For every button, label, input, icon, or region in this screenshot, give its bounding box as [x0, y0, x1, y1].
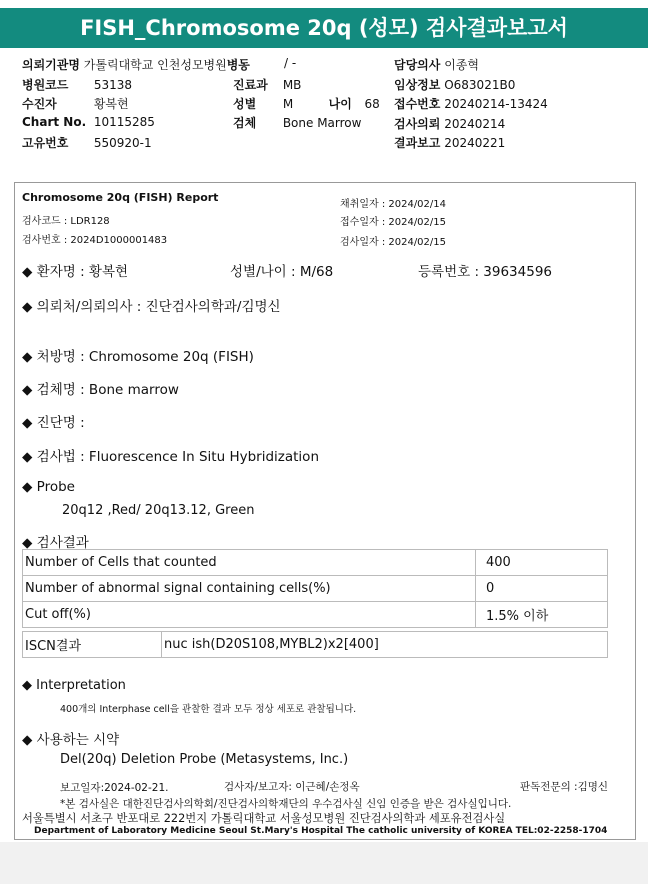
- result-label: Number of Cells that counted: [23, 550, 476, 576]
- result-label: Cut off(%): [23, 602, 476, 628]
- hospital-code-value: 53138: [93, 78, 133, 92]
- receipt-label: 접수번호: [394, 97, 441, 111]
- test-code: 검사코드 : LDR128: [22, 216, 110, 227]
- patient-name: ◆ 환자명 : 황복현: [22, 264, 129, 280]
- dept-value: MB: [282, 78, 302, 92]
- report-date: 보고일자:2024-02-21.: [60, 782, 169, 794]
- specimen-name: ◆ 검체명 : Bone marrow: [22, 382, 179, 398]
- recipient-value: 황복현: [93, 97, 129, 111]
- chart-label: Chart No.: [22, 115, 87, 129]
- result-heading: ◆ 검사결과: [22, 535, 89, 551]
- specimen-value: Bone Marrow: [282, 116, 362, 130]
- ward-label: 병동: [226, 58, 250, 72]
- ward-value: / -: [284, 56, 297, 70]
- chart-value: 10115285: [93, 115, 155, 129]
- test-number: 검사번호 : 2024D1000001483: [22, 235, 168, 246]
- iscn-label: ISCN결과: [23, 632, 162, 658]
- receive-date: 접수일자 : 2024/02/15: [340, 217, 447, 228]
- table-row: [23, 576, 608, 602]
- request-row: [394, 115, 505, 132]
- institution-label: 의뢰기관명: [22, 58, 80, 72]
- hospital-code-row: [22, 76, 132, 93]
- clinical-row: [394, 76, 515, 93]
- department-english: Department of Laboratory Medicine Seoul St.Mary's Hospital The catholic university of KOREA TEL:02-2258-1704: [34, 826, 608, 836]
- result-table: [22, 549, 608, 628]
- registration-number: 등록번호 : 39634596: [418, 264, 553, 280]
- age-label: 나이: [328, 97, 352, 111]
- request-value: 20240214: [444, 117, 506, 131]
- examiner: 검사자/보고자: 이근혜/손정옥: [224, 781, 360, 793]
- request-label: 검사의뢰: [394, 117, 441, 131]
- lab-address: 서울특별시 서초구 반포대로 222번지 가톨릭대학교 서울성모병원 진단검사의학과 세포유전검사실: [22, 812, 506, 825]
- page-bottom-shade: [0, 842, 648, 884]
- specimen-row: [233, 114, 361, 131]
- doctor-row: [394, 56, 479, 73]
- unique-row: [22, 134, 152, 151]
- test-method: ◆ 검사법 : Fluorescence In Situ Hybridization: [22, 449, 319, 465]
- iscn-table: [22, 631, 608, 658]
- report-title: FISH_Chromosome 20q (성모) 검사결과보고서: [0, 8, 648, 48]
- sex-row: [233, 95, 380, 112]
- sex-age: 성별/나이 : M/68: [230, 264, 334, 280]
- unique-label: 고유번호: [22, 136, 69, 150]
- reagent-heading: ◆ 사용하는 시약: [22, 732, 120, 748]
- recipient-label: 수진자: [22, 97, 57, 111]
- age-value: 68: [364, 97, 380, 111]
- institution-value: 가톨릭대학교 인천성모병원: [83, 58, 227, 72]
- probe-value: 20q12 ,Red/ 20q13.12, Green: [62, 503, 255, 518]
- result-value: 400: [476, 550, 608, 576]
- specialist: 판독전문의 :김명신: [520, 781, 609, 793]
- specimen-label: 검체: [233, 116, 257, 130]
- result-date-label: 결과보고: [394, 136, 441, 150]
- report-subtitle: Chromosome 20q (FISH) Report: [22, 191, 219, 204]
- probe-heading: ◆ Probe: [22, 479, 75, 495]
- doctor-value: 이종혁: [444, 58, 479, 72]
- chart-row: [22, 115, 155, 129]
- sex-value: M: [282, 97, 294, 111]
- test-date: 검사일자 : 2024/02/15: [340, 237, 447, 248]
- dept-row: [233, 76, 301, 93]
- hospital-code-label: 병원코드: [22, 78, 69, 92]
- institution-row: [22, 56, 250, 73]
- collect-date: 채취일자 : 2024/02/14: [340, 199, 447, 210]
- table-row: [23, 602, 608, 628]
- result-date-value: 20240221: [444, 136, 506, 150]
- diagnosis: ◆ 진단명 :: [22, 415, 85, 431]
- referrer: ◆ 의뢰처/의뢰의사 : 진단검사의학과/김명신: [22, 299, 281, 315]
- result-value: 0: [476, 576, 608, 602]
- dept-label: 진료과: [233, 78, 268, 92]
- sex-label: 성별: [233, 97, 257, 111]
- interpretation-text: 400개의 Interphase cell을 관찰한 결과 모두 정상 세포로 관찰됩니다.: [60, 704, 357, 715]
- receipt-row: [394, 95, 548, 112]
- iscn-value: nuc ish(D20S108,MYBL2)x2[400]: [162, 632, 608, 658]
- unique-value: 550920-1: [93, 136, 152, 150]
- interpretation-heading: ◆ Interpretation: [22, 678, 126, 693]
- clinical-value: O683021B0: [444, 78, 516, 92]
- result-label: Number of abnormal signal containing cells(%): [23, 576, 476, 602]
- result-value: 1.5% 이하: [476, 602, 608, 628]
- reagent-text: Del(20q) Deletion Probe (Metasystems, Inc.): [60, 752, 349, 767]
- doctor-label: 담당의사: [394, 58, 441, 72]
- result-date-row: [394, 134, 505, 151]
- certification-note: *본 검사실은 대한진단검사의학회/진단검사의학재단의 우수검사실 신임 인증을 받은 검사실입니다.: [60, 798, 512, 810]
- table-row: [23, 632, 608, 658]
- prescription: ◆ 처방명 : Chromosome 20q (FISH): [22, 349, 254, 365]
- recipient-row: [22, 95, 129, 112]
- receipt-value: 20240214-13424: [444, 97, 548, 111]
- clinical-label: 임상정보: [394, 78, 441, 92]
- table-row: [23, 550, 608, 576]
